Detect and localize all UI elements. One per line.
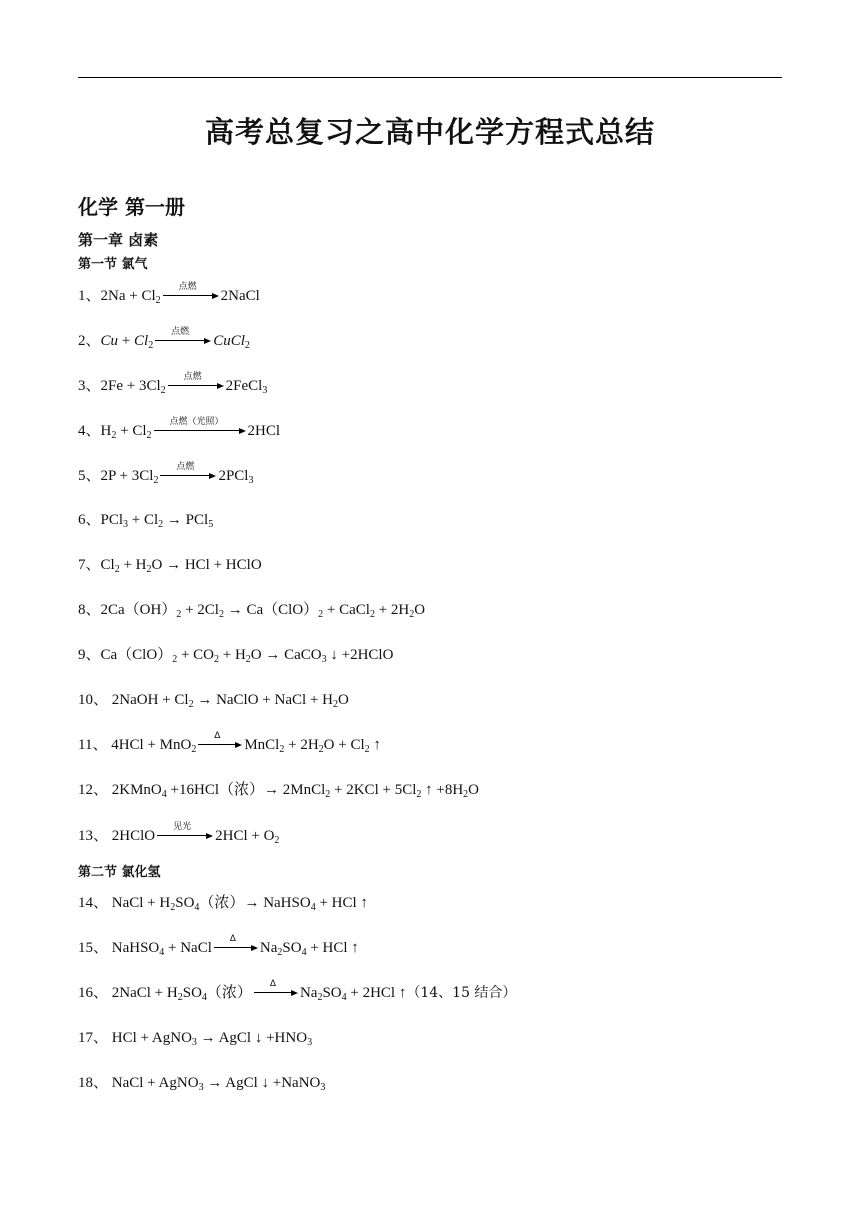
reaction-arrow: 点燃 (160, 466, 216, 486)
equation-13: 13、 2HClO 见光 $2HCl + O_2$ (78, 822, 280, 846)
equation-15: 15、 NaHSO$_4$ + NaCl Δ $Na_2SO_4$ + HCl ↑ (78, 934, 359, 958)
reaction-arrow: 点燃（光照） (154, 421, 246, 441)
equation-7: 7、$Cl_2 + H_2O$ → HCl + HClO (78, 557, 262, 575)
equation-number: 11、 (78, 737, 108, 753)
reaction-arrow: 点燃 (168, 376, 224, 396)
equation-number: 6、 (78, 512, 101, 528)
equation-number: 13、 (78, 828, 109, 844)
equation-17: 17、 HCl + AgNO$_3$ → AgCl ↓ $+HNO_3$ (78, 1030, 313, 1048)
equation-1: 1、$2Na + Cl_2$ 点燃 2NaCl (78, 282, 260, 306)
equation-number: 5、 (78, 468, 101, 484)
equation-14: 14、 NaCl + $H_2SO_4$（浓）→ NaHSO$_4$ + HCl ↑ (78, 895, 368, 913)
equation-number: 2、 (78, 333, 101, 349)
section-heading-chlorine: 第一节 氯气 (78, 257, 148, 272)
equation-16: 16、 2NaCl + $H_2SO_4$（浓） Δ $Na_2SO_4 + 2HCl$ ↑（14、15 结合） (78, 979, 517, 1003)
equation-2: 2、$Cu + Cl_2$ 点燃 CuCl$_2$ (78, 327, 250, 351)
equation-3: 3、$2Fe + 3Cl_2$ 点燃 2FeCl$_3$ (78, 372, 268, 396)
equation-number: 14、 (78, 895, 109, 911)
reaction-arrow: 点燃 (155, 331, 211, 351)
equation-number: 18、 (78, 1075, 109, 1091)
section-heading-hydrogen-chloride: 第二节 氯化氢 (78, 865, 161, 880)
reaction-arrow: Δ (254, 983, 298, 1003)
equation-note: （14、15 结合） (406, 985, 517, 1001)
equation-number: 1、 (78, 288, 101, 304)
reaction-arrow: Δ (214, 938, 258, 958)
equation-11: 11、 4HCl + MnO$_2$ Δ MnCl$_2$ + $2H_2O + Cl_2$ ↑ (78, 731, 381, 755)
book-heading: 化学 第一册 (78, 195, 185, 219)
equation-number: 15、 (78, 940, 109, 956)
equation-number: 17、 (78, 1030, 109, 1046)
equation-9: 9、$Ca(ClO)_2 + CO_2 + H_2O$ → CaCO$_3$ ↓ +2HClO (78, 647, 394, 665)
equation-number: 3、 (78, 378, 101, 394)
page-title: 高考总复习之高中化学方程式总结 (204, 115, 655, 149)
equation-12: 12、 2KMnO$_4$ +16HCl（浓）→ 2MnCl$_2$ + $2KCl + 5Cl_2$ ↑ $+8H_2O$ (78, 782, 480, 800)
chapter-heading: 第一章 卤素 (78, 231, 159, 249)
equation-8: 8、$2Ca(OH)_2 + 2Cl_2 \to Ca(ClO)_2$ + CaCl$_2$ + $2H_2O$ (78, 602, 426, 620)
header-rule (78, 77, 782, 78)
equation-6: 6、$PCl_3 + Cl_2 \to PCl_5$ (78, 512, 214, 530)
equation-number: 12、 (78, 782, 109, 798)
reaction-arrow: 见光 (157, 826, 213, 846)
equation-5: 5、$2P + 3Cl_2$ 点燃 2PCl$_3$ (78, 462, 254, 486)
reaction-arrow: Δ (198, 735, 242, 755)
equation-number: 7、 (78, 557, 101, 573)
equation-number: 8、 (78, 602, 101, 618)
equation-18: 18、 NaCl + AgNO$_3$ → AgCl ↓ +NaNO$_3$ (78, 1075, 326, 1093)
equation-number: 4、 (78, 423, 101, 439)
reaction-arrow: 点燃 (163, 286, 219, 306)
equation-number: 10、 (78, 692, 109, 708)
equation-4: 4、$H_2 + Cl_2$ 点燃（光照） 2HCl (78, 417, 281, 441)
equation-10: 10、 2NaOH + $Cl_2$ → NaClO + NaCl + $H_2O$ (78, 692, 349, 710)
equation-number: 16、 (78, 985, 109, 1001)
equation-number: 9、 (78, 647, 101, 663)
